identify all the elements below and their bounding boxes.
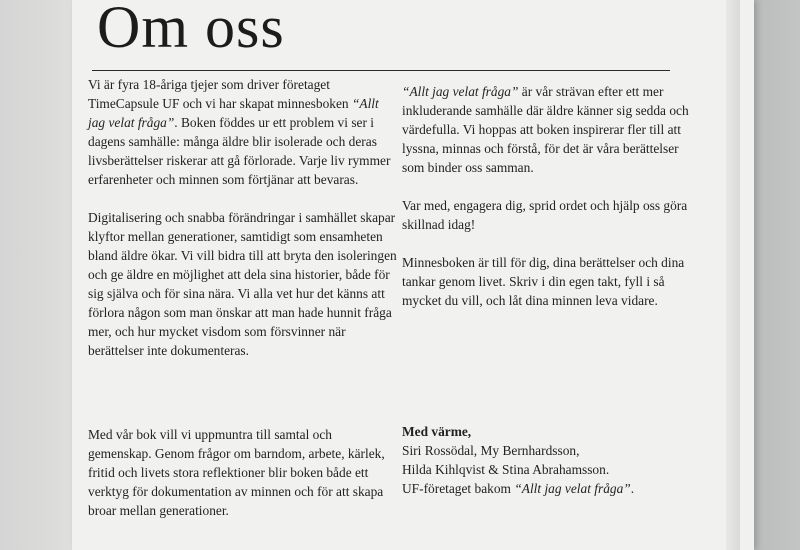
- paragraph-text: Med vår bok vill vi uppmuntra till samtal och gemenskap. Genom frågor om barndom, arbete, kärlek, fritid och livets stora reflektioner blir boken både ett verktyg för dokumentation av minnen och för att skapa broar mellan generationer.: [88, 427, 385, 518]
- signature-names-1: Siri Rossödal, My Bernhardsson,: [402, 443, 580, 458]
- paragraph-text: .: [630, 481, 635, 496]
- paragraph-text: UF-företaget bakom: [402, 481, 515, 496]
- signature-names-2: Hilda Kihlqvist & Stina Abrahamsson.: [402, 462, 610, 477]
- page-title: Om oss: [97, 0, 285, 60]
- book-title: “Allt jag velat fråga”: [402, 84, 519, 99]
- paragraph-text: är vår strävan efter ett mer inkluderande samhälle där äldre känner sig sedda och värdefulla. Vi hoppas att boken inspirerar fler till att lyssna, minnas och förstå, för det är våra berättelser som binder oss samman.: [402, 84, 689, 175]
- signature-block: [402, 422, 692, 498]
- left-paragraph-1: [88, 75, 398, 189]
- paragraph-text: . Boken föddes ur ett problem vi ser i dagens samhälle: många äldre blir isolerade och deras livsberättelser riskerar att gå förlorade. Varje liv rymmer erfarenheter och minnen som förtjänar att bevaras.: [88, 115, 391, 187]
- book-title: “Allt jag velat fråga”: [514, 481, 631, 496]
- left-column: [88, 75, 398, 379]
- page-edge: [726, 0, 740, 550]
- signature-company: [402, 479, 692, 498]
- left-paragraph-3: [88, 425, 398, 539]
- right-paragraph-1: [402, 82, 692, 177]
- paragraph-text: Vi är fyra 18-åriga tjejer som driver företaget TimeCapsule UF och vi har skapat minnesboken: [88, 77, 352, 111]
- right-column: [402, 82, 692, 329]
- title-divider: [92, 70, 670, 71]
- book-title: “Allt jag velat fråga”: [88, 96, 379, 130]
- left-paragraph-2: Digitalisering och snabba förändringar i samhället skapar klyftor mellan generationer, samtidigt som ensamheten bland äldre ökar. Vi vill bidra till att bryta den isoleringen och ge äldre en möjlighet att dela sina historier, både för sig själva och för sina nära. Vi alla vet hur det känns att förlora någon som man önskar att man hade hunnit fråga mer, och hur mycket visdom som försvinner när berättelser inte dokumenteras.: [88, 210, 397, 358]
- signature-greeting: Med värme,: [402, 424, 472, 439]
- right-paragraph-2: Var med, engagera dig, sprid ordet och hjälp oss göra skillnad idag!: [402, 198, 688, 232]
- right-paragraph-3: Minnesboken är till för dig, dina berättelser och dina tankar genom livet. Skriv i din egen takt, fyll i så mycket du vill, och låt dina minnen leva vidare.: [402, 255, 685, 308]
